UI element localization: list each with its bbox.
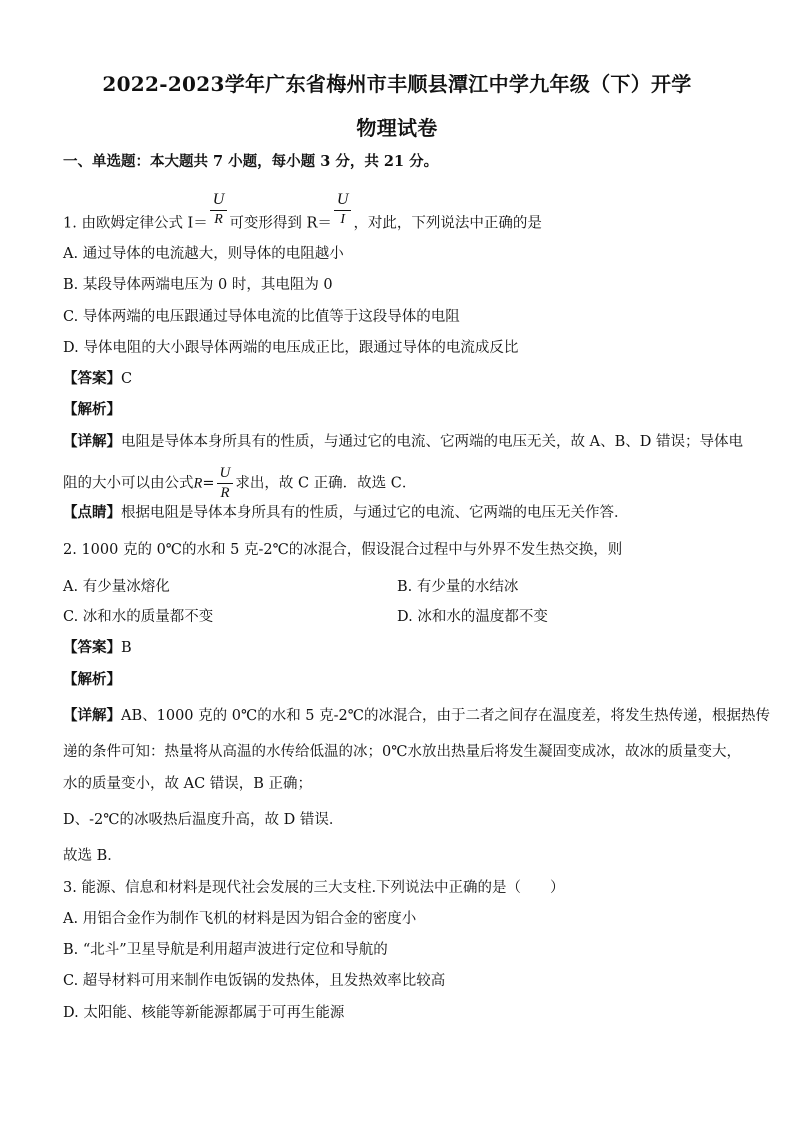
q2-detail-line2: 递的条件可知：热量将从高温的水传给低温的冰；0℃水放出热量后将发生凝固变成冰，故冰的质量变大， — [63, 744, 741, 760]
q1-detail-line2: 阻的大小可以由公式R= $\frac{U}{R}$ 求出，故 C 正确．故选 C． — [63, 465, 417, 501]
q3-option-b: B. “北斗”卫星导航是利用超声波进行定位和导航的 — [63, 942, 388, 958]
q3-stem: 3. 能源、信息和材料是现代社会发展的三大支柱.下列说法中正确的是（ ） — [63, 880, 565, 896]
q2-option-a: A. 有少量冰熔化 — [63, 579, 170, 595]
exam-title-line1: 2022-2023学年广东省梅州市丰顺县潭江中学九年级（下）开学 — [102, 72, 692, 96]
q3-option-c: C. 超导材料可用来制作电饭锅的发热体，且发热效率比较高 — [63, 973, 446, 989]
q2-detail-line1: 【详解】AB、1000 克的 0℃的水和 5 克-2℃的冰混合，由于二者之间存在温度差，将发生热传递，根据热传 — [63, 707, 770, 724]
q3-option-a: A. 用铝合金作为制作飞机的材料是因为铝合金的密度小 — [63, 911, 417, 927]
q1-answer: 【答案】C — [63, 370, 133, 387]
exam-title-line2: 物理试卷 — [356, 116, 438, 140]
q1-point: 【点睛】根据电阻是导体本身所具有的性质，与通过它的电流、它两端的电压无关作答． — [63, 504, 629, 521]
q2-detail-line3: 水的质量变小，故 AC 错误，B 正确； — [63, 776, 313, 792]
q1-detail-line1: 【详解】电阻是导体本身所具有的性质，与通过它的电流、它两端的电压无关，故 A、B、D 错误；导体电 — [63, 433, 743, 450]
q2-option-c: C. 冰和水的质量都不变 — [63, 609, 214, 625]
q1-stem: 1. 由欧姆定律公式 I＝ $\frac{U}{R}$ 可变形得到 R＝ $\frac{U}{I}$ ，对此，下列说法中正确的是 — [63, 191, 542, 232]
section-heading: 一、单选题：本大题共 7 小题，每小题 3 分，共 21 分。 — [63, 153, 439, 170]
q2-option-d: D. 冰和水的温度都不变 — [397, 609, 548, 625]
q1-option-c: C. 导体两端的电压跟通过导体电流的比值等于这段导体的电阻 — [63, 309, 460, 325]
q1-option-b: B. 某段导体两端电压为 0 时，其电阻为 0 — [63, 277, 333, 293]
q2-analysis-tag: 【解析】 — [63, 671, 121, 688]
formula-fraction: $\frac{U}{I}$ — [334, 192, 352, 227]
q1-option-d: D. 导体电阻的大小跟导体两端的电压成正比，跟通过导体的电流成反比 — [63, 340, 519, 356]
q2-stem: 2. 1000 克的 0℃的水和 5 克-2℃的冰混合，假设混合过程中与外界不发生热交换，则 — [63, 542, 623, 558]
q1-option-a: A. 通过导体的电流越大，则导体的电阻越小 — [63, 246, 344, 262]
q2-option-b: B. 有少量的水结冰 — [397, 579, 519, 595]
q2-detail-line4: D、-2℃的冰吸热后温度升高，故 D 错误． — [63, 812, 344, 828]
q1-analysis-tag: 【解析】 — [63, 401, 121, 418]
q2-answer: 【答案】B — [63, 639, 132, 656]
q3-option-d: D. 太阳能、核能等新能源都属于可再生能源 — [63, 1005, 345, 1021]
formula-fraction: $\frac{U}{R}$ — [210, 192, 228, 227]
q2-detail-line5: 故选 B． — [63, 848, 122, 864]
formula-fraction: $\frac{U}{R}$ — [217, 466, 234, 501]
